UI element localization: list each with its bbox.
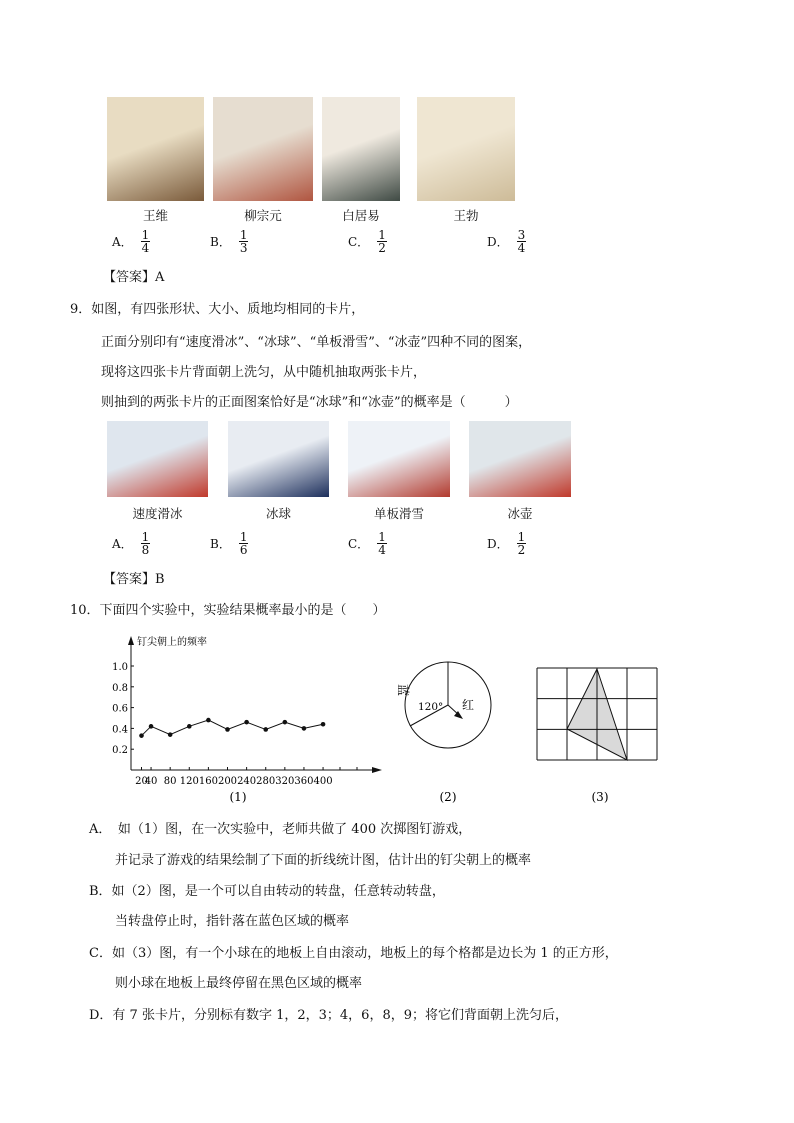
portrait-caption: 王勃 — [453, 208, 479, 223]
q10-option-d: D．有 7 张卡片，分别标有数字 1，2，3；4，6，8，9；将它们背面朝上洗匀后， — [89, 1008, 568, 1023]
option-letter: C． — [348, 235, 370, 249]
x-tick-label: 360 — [294, 776, 314, 787]
card-image — [469, 421, 571, 497]
denominator: 4 — [378, 543, 386, 557]
numerator: 1 — [517, 530, 526, 544]
q10-stem: 10．下面四个实验中，实验结果概率最小的是（ ） — [70, 603, 386, 618]
numerator: 1 — [239, 530, 248, 544]
y-tick-label: 0.4 — [112, 724, 128, 736]
q10-option-a: A． 如（1）图，在一次实验中，老师共做了 400 次掷图钉游戏， — [89, 822, 472, 837]
x-axis-arrow — [372, 767, 382, 773]
y-tick-label: 1.0 — [112, 662, 128, 673]
x-tick-label: 120 — [179, 776, 199, 787]
y-axis-arrow — [128, 636, 134, 645]
spinner-figure — [396, 662, 491, 748]
x-tick-label: 320 — [275, 776, 295, 787]
q10-option-c: C．如（3）图，有一个小球在的地板上自由滚动，地板上的每个格都是边长为 1 的正方形， — [89, 946, 618, 961]
data-point — [225, 727, 230, 732]
denominator: 2 — [378, 241, 386, 255]
x-tick-label: 200 — [217, 776, 238, 787]
card-image — [107, 421, 208, 497]
card-caption: 单板滑雪 — [373, 506, 424, 521]
card-caption: 速度滑冰 — [132, 506, 183, 521]
portrait-image — [322, 97, 400, 201]
x-tick-label: 20 — [135, 776, 148, 787]
data-point — [321, 722, 326, 727]
x-tick-label: 400 — [313, 776, 333, 787]
data-point — [139, 733, 144, 738]
denominator: 3 — [239, 241, 248, 255]
data-point — [263, 727, 268, 732]
red-label: 红 — [462, 698, 475, 712]
portrait-image — [213, 97, 313, 201]
y-tick-label: 0.8 — [112, 682, 128, 694]
portrait-image — [107, 97, 204, 201]
q10-option-b-cont: 当转盘停止时，指针落在蓝色区域的概率 — [115, 914, 350, 929]
angle-label: 120° — [418, 701, 444, 713]
choice-option — [487, 229, 526, 254]
portrait-image — [417, 97, 515, 201]
q10-option-a-cont: 并记录了游戏的结果绘制了下面的折线统计图，估计出的钉尖朝上的概率 — [115, 853, 532, 868]
data-point — [244, 720, 249, 725]
data-point — [206, 718, 211, 723]
data-point — [302, 726, 307, 731]
option-letter: C． — [348, 537, 370, 551]
x-tick-label: 80 — [163, 776, 177, 787]
card-image — [228, 421, 329, 497]
choice-option — [210, 229, 248, 254]
choice-option — [112, 229, 150, 254]
numerator: 1 — [378, 228, 386, 242]
option-letter: D． — [487, 235, 509, 249]
denominator: 4 — [517, 241, 526, 255]
choice-option — [348, 229, 387, 254]
q10-figures — [0, 620, 794, 810]
q9-line: 现将这四张卡片背面朝上洗匀，从中随机抽取两张卡片， — [101, 365, 427, 380]
data-point — [187, 724, 192, 729]
denominator: 4 — [141, 241, 150, 255]
q9-line: 则抽到的两张卡片的正面图案恰好是“冰球”和“冰壶”的概率是（ ） — [101, 395, 518, 410]
data-point — [149, 724, 154, 729]
y-axis-label: 钉尖朝上的频率 — [137, 637, 207, 648]
fig-label: (3) — [591, 790, 609, 804]
portrait-caption: 王维 — [142, 208, 168, 223]
grid-figure — [537, 668, 657, 760]
fig-label: (2) — [439, 790, 457, 804]
x-tick-label: 240 — [237, 776, 257, 787]
data-point — [283, 720, 288, 725]
y-tick-label: 0.2 — [112, 745, 128, 757]
x-tick-label: 40 — [144, 776, 158, 787]
option-letter: B． — [210, 537, 231, 551]
denominator: 2 — [517, 543, 526, 557]
denominator: 8 — [141, 543, 150, 557]
q10-option-c-cont: 则小球在地板上最终停留在黑色区域的概率 — [115, 976, 363, 991]
choice-option — [210, 531, 248, 556]
fig-label: (1) — [229, 790, 247, 804]
numerator: 1 — [141, 228, 150, 242]
portrait-caption: 白居易 — [342, 208, 380, 223]
numerator: 3 — [517, 228, 526, 242]
option-letter: D． — [487, 537, 509, 551]
card-caption: 冰球 — [265, 506, 291, 521]
q10-option-b: B．如（2）图，是一个可以自由转动的转盘，任意转动转盘， — [89, 884, 445, 899]
card-caption: 冰壶 — [507, 506, 533, 521]
card-image — [348, 421, 450, 497]
choice-option — [348, 531, 387, 556]
denominator: 6 — [239, 543, 248, 557]
numerator: 1 — [239, 228, 248, 242]
choice-option — [487, 531, 526, 556]
numerator: 1 — [378, 530, 386, 544]
portrait-caption: 柳宗元 — [244, 208, 282, 223]
q8-answer: 【答案】A — [103, 270, 165, 285]
data-point — [168, 732, 173, 737]
option-letter: A． — [112, 537, 133, 551]
q9-line: 9．如图，有四张形状、大小、质地均相同的卡片， — [70, 302, 365, 317]
blue-label: 蓝 — [396, 684, 410, 697]
x-tick-label: 160 — [198, 776, 218, 787]
numerator: 1 — [141, 530, 150, 544]
q9-answer: 【答案】B — [103, 572, 165, 587]
option-letter: A． — [112, 235, 133, 249]
y-tick-label: 0.6 — [112, 703, 128, 715]
q9-line: 正面分别印有“速度滑冰”、“冰球”、“单板滑雪”、“冰壶”四种不同的图案， — [101, 335, 532, 350]
frequency-line-chart — [112, 635, 382, 787]
choice-option — [112, 531, 150, 556]
x-tick-label: 280 — [256, 776, 276, 787]
option-letter: B． — [210, 235, 231, 249]
